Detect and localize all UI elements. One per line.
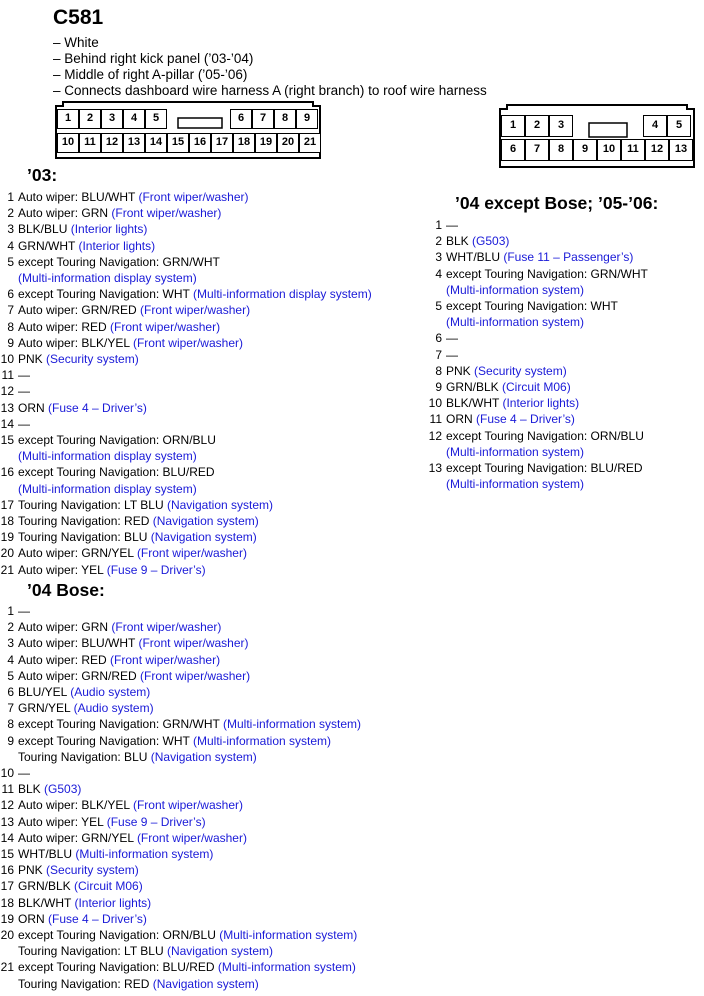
page-title: C581 <box>53 6 104 29</box>
wire-description: — <box>18 766 30 781</box>
pin-row <box>0 416 372 432</box>
wire-description: GRN/BLK <box>18 879 75 894</box>
heading-03: ’03: <box>27 165 58 185</box>
connector-cavity: 5 <box>667 115 691 137</box>
pin-number: 13 <box>0 400 14 415</box>
pin-number: 8 <box>7 319 14 334</box>
pin-number: 7 <box>435 347 442 362</box>
wire-description: BLK <box>18 782 45 797</box>
wire-description: except Touring Navigation: GRN/WHT <box>18 254 220 269</box>
wire-description: Auto wiper: YEL <box>18 562 107 577</box>
circuit-reference: (Navigation system) <box>150 530 257 545</box>
circuit-reference: (Multi-information display system) <box>18 271 197 286</box>
pin-number <box>0 749 18 765</box>
connector-notes <box>53 35 487 99</box>
wire-description: WHT/BLU <box>18 847 76 862</box>
wire-description: — <box>18 368 30 383</box>
pin-row <box>0 367 372 383</box>
pin-row <box>0 205 372 221</box>
wire-description: BLK/BLU <box>18 222 71 237</box>
wire-description: except Touring Navigation: WHT <box>18 287 193 302</box>
connector-cavity: 4 <box>123 109 145 129</box>
pin-row <box>428 379 648 395</box>
wire-description: GRN/WHT <box>18 238 79 253</box>
connector-13-pin-diagram <box>497 103 697 171</box>
wire-description: Auto wiper: BLU/WHT <box>18 190 139 204</box>
pin-number: 5 <box>435 299 442 314</box>
pin-row <box>0 351 372 367</box>
pin-number: 10 <box>428 396 442 411</box>
connector-cavity: 6 <box>230 109 252 129</box>
pin-row <box>0 383 372 399</box>
pin-number: 1 <box>7 190 14 204</box>
circuit-reference: (Front wiper/washer) <box>140 303 251 318</box>
circuit-reference: (Navigation system) <box>166 497 273 512</box>
pin-row <box>0 335 372 351</box>
wire-description: GRN/YEL <box>18 701 74 716</box>
connector-cavity: 16 <box>189 133 211 153</box>
pin-row <box>428 266 648 282</box>
pin-row <box>0 635 361 651</box>
circuit-reference: (Multi-information system) <box>192 733 332 748</box>
connector-cavity: 21 <box>299 133 321 153</box>
circuit-reference: (Audio system) <box>73 701 154 716</box>
pin-number: 13 <box>0 814 14 829</box>
pin-number: 12 <box>428 428 442 443</box>
pin-number <box>428 314 446 330</box>
pin-number: 3 <box>7 222 14 237</box>
circuit-reference: (Front wiper/washer) <box>132 335 243 350</box>
pin-row <box>428 233 648 249</box>
wire-description: except Touring Navigation: BLU/RED <box>18 960 218 975</box>
circuit-reference: (Fuse 11 – Passenger’s) <box>503 250 634 265</box>
connector-cavity: 18 <box>233 133 255 153</box>
circuit-reference: (Fuse 4 – Driver’s) <box>48 911 147 926</box>
wire-description: except Touring Navigation: WHT <box>446 299 618 314</box>
circuit-reference: (Audio system) <box>70 685 151 700</box>
circuit-reference: (Multi-information display system) <box>192 287 372 302</box>
pin-row <box>0 286 372 302</box>
wire-description: — <box>18 384 30 399</box>
pin-number: 16 <box>0 863 14 878</box>
connector-cavity: 3 <box>549 115 573 137</box>
pin-list-03 <box>0 189 372 578</box>
pin-row <box>0 319 372 335</box>
pin-number: 15 <box>0 847 14 862</box>
note-color: – White <box>53 35 99 50</box>
pin-row <box>0 976 361 992</box>
pin-row <box>0 862 361 878</box>
wire-description: PNK <box>446 363 475 378</box>
pin-number: 1 <box>435 218 442 232</box>
pin-list-04-bose <box>0 603 361 992</box>
pin-number <box>0 943 18 959</box>
pin-row <box>0 400 372 416</box>
wire-description: — <box>446 347 458 362</box>
pin-row <box>428 282 648 298</box>
pin-row <box>428 217 648 233</box>
circuit-reference: (Front wiper/washer) <box>132 798 243 813</box>
circuit-reference: (Multi-information system) <box>75 847 214 862</box>
pin-row <box>0 238 372 254</box>
heading-04-except-bose: ’04 except Bose; ’05-’06: <box>455 193 659 213</box>
pin-number: 10 <box>0 766 14 781</box>
wire-description: PNK <box>18 863 47 878</box>
wire-description: except Touring Navigation: GRN/WHT <box>446 266 648 281</box>
pin-row <box>428 411 648 427</box>
pin-number: 20 <box>0 928 14 943</box>
pin-row <box>0 911 361 927</box>
wire-description: except Touring Navigation: BLU/RED <box>18 465 215 480</box>
connector-cavity: 9 <box>296 109 318 129</box>
pin-list-04-except-bose <box>428 217 648 492</box>
pin-row <box>0 927 361 943</box>
connector-cavity: 14 <box>145 133 167 153</box>
pin-number: 12 <box>0 384 14 399</box>
pin-number: 6 <box>435 331 442 346</box>
connector-cavity: 7 <box>525 139 549 161</box>
circuit-reference: (Front wiper/washer) <box>111 620 222 635</box>
pin-number: 3 <box>435 250 442 265</box>
wire-description: except Touring Navigation: GRN/WHT <box>18 717 223 732</box>
connector-cavity: 11 <box>621 139 645 161</box>
connector-cavity: 3 <box>101 109 123 129</box>
pin-number: 4 <box>7 238 14 253</box>
wire-description: Auto wiper: YEL <box>18 814 107 829</box>
circuit-reference: (Fuse 9 – Driver’s) <box>106 562 206 577</box>
pin-row <box>0 432 372 448</box>
pin-number: 14 <box>0 830 14 845</box>
pin-number: 2 <box>7 620 14 635</box>
pin-row <box>0 700 361 716</box>
pin-row <box>0 497 372 513</box>
pin-number: 2 <box>7 206 14 221</box>
circuit-reference: (Front wiper/washer) <box>138 190 249 204</box>
pin-number: 1 <box>7 604 14 618</box>
pin-row <box>0 716 361 732</box>
wire-description: Touring Navigation: BLU <box>18 749 151 764</box>
pin-row <box>0 545 372 561</box>
pin-number: 5 <box>7 668 14 683</box>
circuit-reference: (Security system) <box>46 863 139 878</box>
connector-cavity: 10 <box>57 133 79 153</box>
pin-number: 19 <box>0 911 14 926</box>
connector-cavity: 2 <box>79 109 101 129</box>
pin-number: 6 <box>7 287 14 302</box>
connector-cavity: 13 <box>123 133 145 153</box>
pin-row <box>0 749 361 765</box>
pin-number: 3 <box>7 636 14 651</box>
wire-description: GRN/BLK <box>446 380 503 395</box>
circuit-reference: (Navigation system) <box>150 749 257 764</box>
pin-number <box>0 270 18 286</box>
pin-number: 6 <box>7 685 14 700</box>
circuit-reference: (Navigation system) <box>166 944 273 959</box>
wire-description: BLU/YEL <box>18 685 71 700</box>
pin-number: 11 <box>429 412 442 427</box>
pin-row <box>428 363 648 379</box>
pin-number: 14 <box>0 416 14 431</box>
pin-row <box>0 603 361 619</box>
connector-cavity: 8 <box>549 139 573 161</box>
wire-description: ORN <box>446 412 476 427</box>
pin-number: 13 <box>428 461 442 476</box>
connector-cavity: 20 <box>277 133 299 153</box>
connector-cavity: 13 <box>669 139 693 161</box>
circuit-reference: (Multi-information system) <box>446 477 585 492</box>
wire-description: except Touring Navigation: WHT <box>18 733 193 748</box>
wire-description: Auto wiper: RED <box>18 652 111 667</box>
circuit-reference: (Front wiper/washer) <box>136 830 247 845</box>
pin-row <box>0 652 361 668</box>
pin-number: 2 <box>435 234 442 249</box>
connector-cavity: 10 <box>597 139 621 161</box>
circuit-reference: (Navigation system) <box>152 976 259 991</box>
pin-row <box>0 895 361 911</box>
pin-number: 20 <box>0 546 14 561</box>
circuit-reference: (Multi-information system) <box>222 717 362 732</box>
connector-cavity: 12 <box>101 133 123 153</box>
pin-number <box>0 976 18 992</box>
wire-description: WHT/BLU <box>446 250 504 265</box>
connector-cavity: 11 <box>79 133 101 153</box>
heading-04-bose: ’04 Bose: <box>27 580 105 600</box>
pin-number <box>0 481 18 497</box>
wire-description: BLK/WHT <box>446 396 503 411</box>
pin-number: 7 <box>7 701 14 716</box>
wire-description: ORN <box>18 911 48 926</box>
connector-cavity: 1 <box>501 115 525 137</box>
pin-row <box>0 189 372 205</box>
pin-number <box>428 444 446 460</box>
pin-row <box>428 314 648 330</box>
wire-description: Auto wiper: GRN/RED <box>18 668 141 683</box>
wire-description: Auto wiper: RED <box>18 319 111 334</box>
pin-row <box>428 444 648 460</box>
pin-row <box>0 513 372 529</box>
wire-description: except Touring Navigation: BLU/RED <box>446 461 643 476</box>
connector-cavity: 1 <box>57 109 79 129</box>
wire-description: except Touring Navigation: ORN/BLU <box>446 428 644 443</box>
pin-number <box>428 282 446 298</box>
pin-row <box>0 481 372 497</box>
pin-row <box>428 249 648 265</box>
pin-number: 16 <box>0 465 14 480</box>
wire-description: Auto wiper: GRN/RED <box>18 303 141 318</box>
pin-number: 4 <box>7 652 14 667</box>
circuit-reference: (Multi-information system) <box>219 928 358 943</box>
circuit-reference: (Multi-information system) <box>217 960 356 975</box>
connector-21-pin-diagram <box>53 100 323 160</box>
connector-cavity: 9 <box>573 139 597 161</box>
pin-number: 11 <box>1 368 14 383</box>
pin-row <box>0 846 361 862</box>
pin-number <box>0 448 18 464</box>
wire-description: ORN <box>18 400 48 415</box>
circuit-reference: (Front wiper/washer) <box>110 319 221 334</box>
pin-row <box>428 347 648 363</box>
pin-row <box>0 943 361 959</box>
pin-row <box>0 797 361 813</box>
pin-row <box>0 529 372 545</box>
connector-cavity: 15 <box>167 133 189 153</box>
wire-description: Touring Navigation: RED <box>18 514 153 529</box>
wire-description: — <box>446 218 458 232</box>
pin-row <box>0 733 361 749</box>
pin-row <box>0 270 372 286</box>
wire-description: except Touring Navigation: ORN/BLU <box>18 433 216 448</box>
pin-row <box>0 562 372 578</box>
wire-description: Auto wiper: GRN/YEL <box>18 830 137 845</box>
pin-number: 21 <box>0 960 14 975</box>
pin-number: 7 <box>7 303 14 318</box>
pin-number: 9 <box>7 335 14 350</box>
pin-row <box>0 830 361 846</box>
pin-number: 17 <box>0 879 14 894</box>
wire-description: Auto wiper: GRN/YEL <box>18 546 137 561</box>
connector-cavity: 4 <box>643 115 667 137</box>
circuit-reference: (Front wiper/washer) <box>138 636 249 651</box>
circuit-reference: (Security system) <box>474 363 567 378</box>
circuit-reference: (Interior lights) <box>78 238 156 253</box>
connector-cavity: 2 <box>525 115 549 137</box>
circuit-reference: (Front wiper/washer) <box>140 668 251 683</box>
circuit-reference: (Front wiper/washer) <box>111 206 222 221</box>
pin-row <box>0 959 361 975</box>
pin-number: 10 <box>0 352 14 367</box>
wire-description: Auto wiper: BLK/YEL <box>18 335 133 350</box>
pin-row <box>0 765 361 781</box>
pin-row <box>428 298 648 314</box>
pin-row <box>0 878 361 894</box>
pin-number: 9 <box>435 380 442 395</box>
circuit-reference: (Multi-information display system) <box>18 449 197 464</box>
pin-number <box>428 476 446 492</box>
pin-number: 19 <box>0 530 14 545</box>
wire-description: Auto wiper: GRN <box>18 620 112 635</box>
pin-row <box>0 684 361 700</box>
wire-description: BLK <box>446 234 473 249</box>
wire-description: Touring Navigation: LT BLU <box>18 497 167 512</box>
circuit-reference: (G503) <box>44 782 82 797</box>
note-location-03-04: – Behind right kick panel (’03-’04) <box>53 51 254 66</box>
note-connects: – Connects dashboard wire harness A (right branch) to roof wire harness <box>53 83 487 98</box>
wire-description: Touring Navigation: BLU <box>18 530 151 545</box>
pin-row <box>0 814 361 830</box>
wire-description: — <box>18 604 30 618</box>
pin-number: 4 <box>435 266 442 281</box>
circuit-reference: (Front wiper/washer) <box>110 652 221 667</box>
circuit-reference: (Fuse 4 – Driver’s) <box>476 412 575 427</box>
pin-row <box>0 302 372 318</box>
pin-row <box>0 619 361 635</box>
pin-row <box>0 448 372 464</box>
pin-row <box>428 330 648 346</box>
circuit-reference: (Circuit M06) <box>502 380 571 395</box>
circuit-reference: (Multi-information system) <box>446 315 585 330</box>
pin-row <box>428 395 648 411</box>
wire-description: Auto wiper: BLK/YEL <box>18 798 133 813</box>
circuit-reference: (Multi-information display system) <box>18 481 197 496</box>
circuit-reference: (Navigation system) <box>152 514 259 529</box>
pin-row <box>428 428 648 444</box>
connector-cavity: 7 <box>252 109 274 129</box>
wire-description: PNK <box>18 352 47 367</box>
pin-row <box>0 464 372 480</box>
wire-description: — <box>446 331 458 346</box>
circuit-reference: (Circuit M06) <box>74 879 143 894</box>
pin-row <box>428 476 648 492</box>
pin-number: 17 <box>0 497 14 512</box>
pin-row <box>0 781 361 797</box>
circuit-reference: (Interior lights) <box>502 396 580 411</box>
pin-row <box>428 460 648 476</box>
pin-number: 15 <box>0 433 14 448</box>
wire-description: except Touring Navigation: ORN/BLU <box>18 928 220 943</box>
pin-number: 8 <box>7 717 14 732</box>
pin-row <box>0 668 361 684</box>
pin-row <box>0 254 372 270</box>
connector-cavity: 19 <box>255 133 277 153</box>
pin-number: 5 <box>7 254 14 269</box>
pin-number: 11 <box>1 782 14 797</box>
circuit-reference: (Interior lights) <box>70 222 148 237</box>
pin-number: 18 <box>0 895 14 910</box>
circuit-reference: (Security system) <box>46 352 139 367</box>
circuit-reference: (G503) <box>472 234 510 249</box>
circuit-reference: (Multi-information system) <box>446 282 585 297</box>
circuit-reference: (Front wiper/washer) <box>136 546 247 561</box>
circuit-reference: (Interior lights) <box>74 895 152 910</box>
wire-description: — <box>18 416 30 431</box>
connector-cavity: 6 <box>501 139 525 161</box>
connector-cavity: 12 <box>645 139 669 161</box>
wire-description: Auto wiper: BLU/WHT <box>18 636 139 651</box>
wire-description: Touring Navigation: RED <box>18 976 153 991</box>
circuit-reference: (Fuse 9 – Driver’s) <box>106 814 206 829</box>
pin-number: 8 <box>435 363 442 378</box>
pin-number: 18 <box>0 514 14 529</box>
connector-cavity: 5 <box>145 109 167 129</box>
pin-row <box>0 221 372 237</box>
wire-description: Auto wiper: GRN <box>18 206 112 221</box>
circuit-reference: (Fuse 4 – Driver’s) <box>48 400 147 415</box>
connector-cavity: 8 <box>274 109 296 129</box>
note-location-05-06: – Middle of right A-pillar (’05-’06) <box>53 67 248 82</box>
pin-number: 12 <box>0 798 14 813</box>
pin-number: 9 <box>7 733 14 748</box>
wire-description: BLK/WHT <box>18 895 75 910</box>
wire-description: Touring Navigation: LT BLU <box>18 944 167 959</box>
circuit-reference: (Multi-information system) <box>446 444 585 459</box>
pin-number: 21 <box>0 562 14 577</box>
connector-cavity: 17 <box>211 133 233 153</box>
